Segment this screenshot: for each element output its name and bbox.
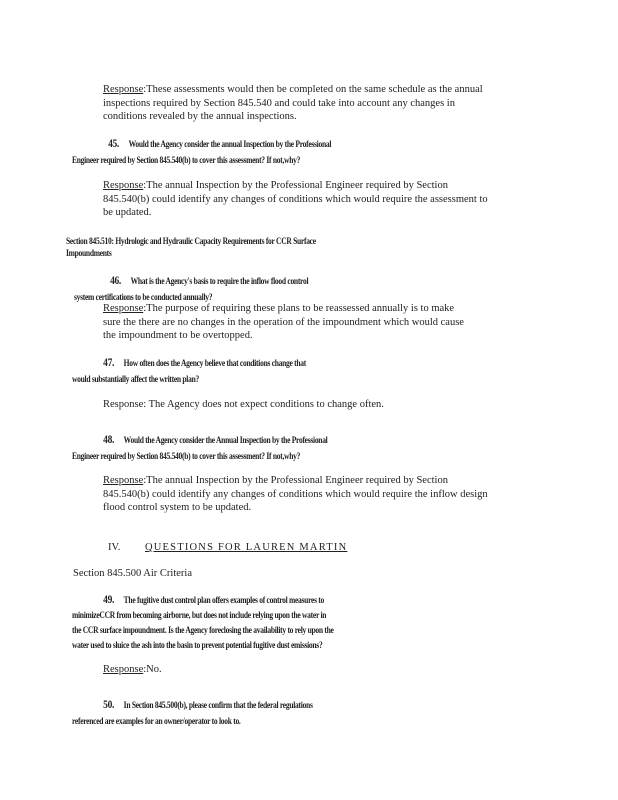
response-line: :The annual Inspection by the Professional Engineer required by Section	[143, 475, 448, 486]
part-heading	[108, 542, 408, 553]
question-line: What is the Agency's basis to require the inflow flood control	[130, 276, 309, 286]
response-line: sure the there are no changes in the operation of the impoundment which would cause	[103, 316, 464, 328]
response-line: 845.540(b) could identify any changes of conditions which would require the assessment to	[103, 193, 488, 205]
question-line: would substantially affect the written plan?	[72, 374, 199, 384]
question-49	[72, 593, 531, 653]
question-line: Would the Agency consider the annual Inspection by the Professional	[128, 139, 332, 149]
response-label: Response	[103, 664, 144, 675]
response-line: be updated.	[103, 207, 152, 218]
question-line: How often does the Agency believe that conditions change that	[123, 358, 307, 368]
response-label: Response	[103, 180, 144, 191]
question-line: Engineer required by Section 845.540(b) to cover this assessment? If not,why?	[72, 451, 301, 461]
section-heading-line: Section 845.510: Hydrologic and Hydraulic Capacity Requirements for CCR Surface	[66, 236, 316, 246]
question-45	[72, 136, 531, 168]
response-46	[103, 302, 533, 343]
response-line: :The purpose of requiring these plans to be reassessed annually is to make	[143, 303, 455, 314]
response-line: :The annual Inspection by the Professional Engineer required by Section	[143, 180, 448, 191]
response-label: Response	[103, 475, 144, 486]
section-heading-845-510	[66, 233, 533, 257]
question-number: 49.	[103, 594, 115, 606]
question-line: the CCR surface impoundment. Is the Agency foreclosing the availability to rely upon the	[72, 625, 334, 635]
part-numeral: IV.	[108, 542, 121, 553]
question-line: system certifications to be conducted annually?	[74, 292, 213, 302]
response-line: :These assessments would then be completed on the same schedule as the annual	[143, 84, 483, 95]
question-48	[72, 432, 531, 464]
response-45	[103, 179, 545, 220]
response-line: 845.540(b) could identify any changes of conditions which would require the inflow design	[103, 488, 488, 500]
response-48	[103, 474, 540, 515]
section-heading-845-500	[73, 568, 373, 579]
question-47	[72, 355, 515, 387]
question-number: 45.	[108, 138, 120, 150]
response-49	[103, 663, 303, 677]
response-label: Response	[103, 303, 144, 314]
question-number: 47.	[103, 357, 115, 369]
section-heading-line: Impoundments	[66, 248, 112, 258]
question-line: In Section 845.500(b), please confirm that the federal regulations	[123, 700, 313, 710]
question-line: Would the Agency consider the Annual Inspection by the Professional	[123, 435, 328, 445]
question-number: 48.	[103, 434, 115, 446]
question-number: 46.	[110, 275, 122, 287]
question-line: The fugitive dust control plan offers examples of control measures to	[123, 595, 325, 605]
response-line: conditions revealed by the annual inspections.	[103, 111, 297, 122]
response-47	[103, 398, 523, 412]
response-line: :No.	[143, 664, 162, 675]
response-line: the impoundment to be overtopped.	[103, 330, 253, 341]
response-label: Response	[103, 84, 144, 95]
question-46	[74, 273, 517, 305]
response-line: inspections required by Section 845.540 and could take into account any changes in	[103, 97, 455, 109]
question-line: water used to sluice the ash into the basin to prevent potential fugitive dust emissions?	[72, 640, 323, 650]
question-line: referenced are examples for an owner/operator to look to.	[72, 716, 241, 726]
response-line: Response: The Agency does not expect conditions to change often.	[103, 399, 384, 410]
question-50	[72, 697, 482, 729]
section-heading-text: Section 845.500 Air Criteria	[73, 568, 192, 579]
response-paragraph	[103, 83, 518, 124]
response-line: flood control system to be updated.	[103, 502, 252, 513]
part-title: QUESTIONS FOR LAUREN MARTIN	[144, 542, 348, 553]
question-line: Engineer required by Section 845.540(b) to cover this assessment? If not,why?	[72, 155, 301, 165]
question-number: 50.	[103, 699, 115, 711]
question-line: minimizeCCR from becoming airborne, but does not include relying upon the water in	[72, 610, 327, 620]
